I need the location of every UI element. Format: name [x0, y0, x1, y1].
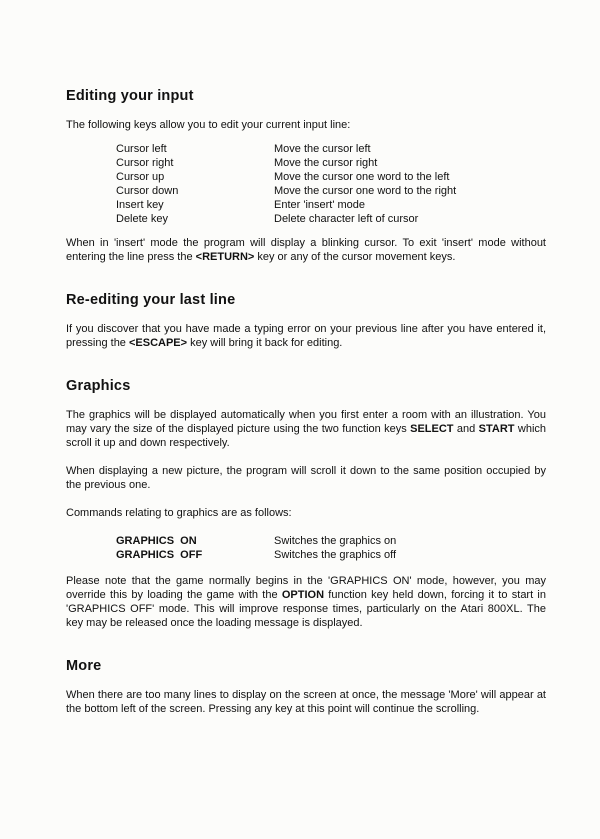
option-key: OPTION	[281, 589, 325, 601]
heading-graphics: Graphics	[66, 378, 131, 394]
command-name: GRAPHICS ON	[116, 535, 197, 547]
key-name: Cursor left	[116, 143, 167, 155]
key-name: Insert key	[116, 199, 164, 211]
reediting-text: If you discover that you have made a typing error on your previous line after you have entered it, pressing the <ESCAPE> key will bring it back for editing.	[66, 323, 546, 349]
more-text: When there are too many lines to display on the screen at once, the message 'More' will appear at the bottom left of the screen. Pressing any key at this point will continue the scrolling.	[66, 689, 546, 715]
start-key: START	[478, 423, 515, 435]
heading-more: More	[66, 658, 102, 674]
editing-keys-table	[116, 142, 546, 226]
key-action: Delete character left of cursor	[274, 213, 419, 225]
graphics-p4: Please note that the game normally begins in the 'GRAPHICS ON' mode, however, you may override this by loading the game with the OPTION function key held down, forcing it to start in 'GRAPHICS OFF' mode. This will improve response times, particularly on the Atari 800XL. The key may be released once the loading message is displayed.	[66, 575, 546, 629]
command-desc: Switches the graphics on	[274, 535, 397, 547]
return-key: <RETURN>	[195, 251, 255, 263]
key-action: Move the cursor left	[274, 143, 371, 155]
section-editing	[66, 88, 546, 264]
key-name: Cursor up	[116, 171, 165, 183]
escape-key: <ESCAPE>	[128, 337, 188, 349]
heading-editing: Editing your input	[66, 88, 194, 104]
key-name: Cursor right	[116, 157, 174, 169]
command-name: GRAPHICS OFF	[116, 549, 203, 561]
graphics-p2: When displaying a new picture, the program will scroll it down to the same position occupied by the previous one.	[66, 465, 546, 491]
key-action: Move the cursor one word to the right	[274, 185, 457, 197]
command-desc: Switches the graphics off	[274, 549, 397, 561]
section-more	[66, 658, 546, 716]
section-reediting	[66, 292, 546, 350]
select-key: SELECT	[410, 423, 454, 435]
editing-note: When in 'insert' mode the program will display a blinking cursor. To exit 'insert' mode without entering the line press the <RETURN> key or any of the cursor movement keys.	[66, 237, 546, 263]
graphics-commands-table	[116, 534, 546, 562]
key-name: Delete key	[116, 213, 168, 225]
key-action: Move the cursor one word to the left	[274, 171, 450, 183]
section-graphics	[66, 378, 546, 630]
key-name: Cursor down	[116, 185, 179, 197]
editing-intro: The following keys allow you to edit your current input line:	[66, 119, 351, 131]
key-action: Move the cursor right	[274, 157, 378, 169]
key-action: Enter 'insert' mode	[274, 199, 366, 211]
graphics-p1: The graphics will be displayed automatically when you first enter a room with an illustration. You may vary the size of the displayed picture using the two function keys SELECT and START which scroll it up and down respectively.	[66, 409, 546, 449]
graphics-p3: Commands relating to graphics are as follows:	[66, 507, 292, 519]
heading-reediting: Re-editing your last line	[66, 292, 236, 308]
